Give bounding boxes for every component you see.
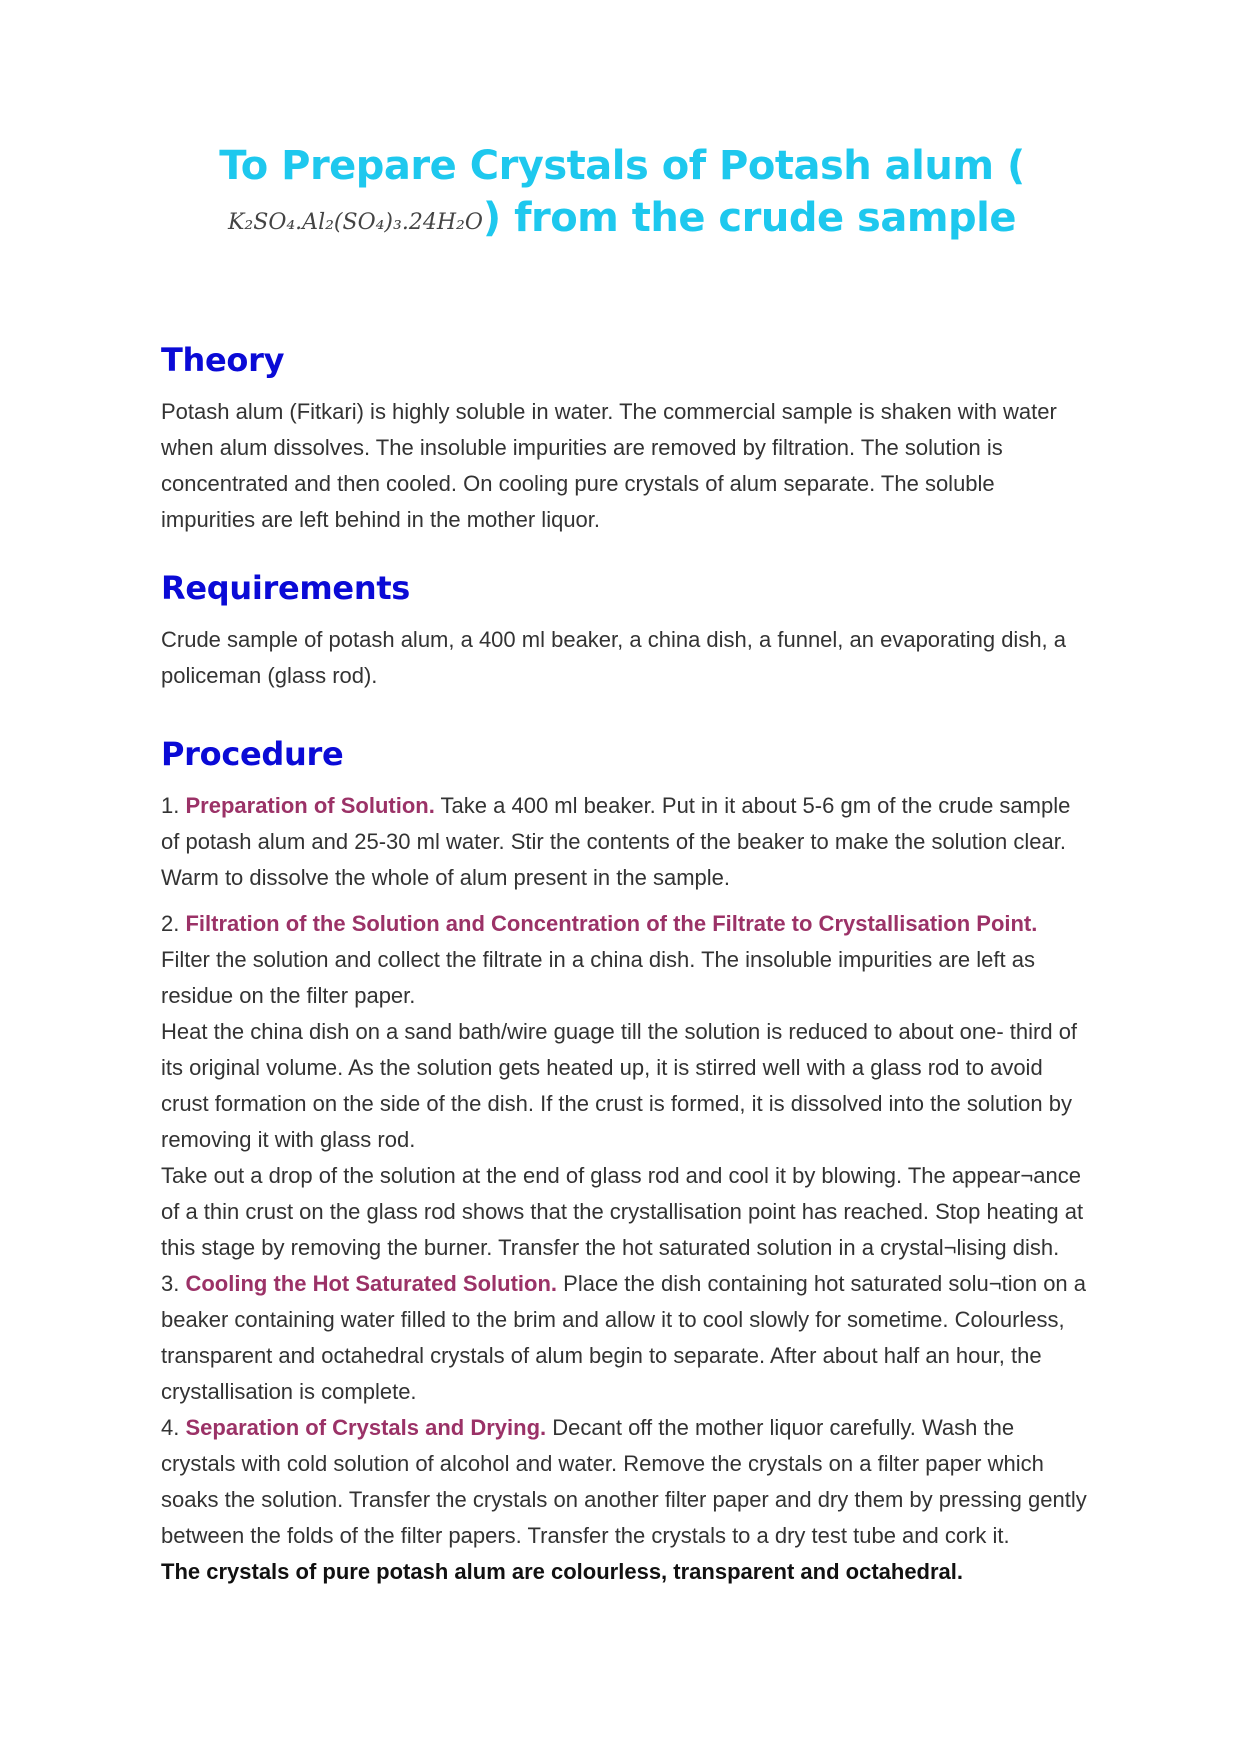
- step-text: Place the dish containing hot saturated solu¬tion on a beaker containing water filled to the brim and allow it to cool slowly for sometime. Colourless, transparent and octahedral crystals of alum begin to separate. After about half an hour, the crystallisation is complete.: [161, 1271, 1087, 1404]
- procedure-section: [161, 732, 1089, 1590]
- requirements-section: [161, 566, 1089, 694]
- theory-section: [161, 338, 1089, 538]
- procedure-step-2-crust-test: Take out a drop of the solution at the end of glass rod and cool it by blowing. The appear¬ance of a thin crust on the glass rod shows that the crystallisation point has reached. Stop heating at this stage by removing the burner. Transfer the hot saturated solution in a crystal¬lising dish.: [161, 1163, 1084, 1260]
- procedure-step-2-heating: Heat the china dish on a sand bath/wire guage till the solution is reduced to about one- third of its original volume. As the solution gets heated up, it is stirred well with a glass rod to avoid crust formation on the side of the dish. If the crust is formed, it is dissolved into the solution by removing it with glass rod.: [161, 1019, 1078, 1152]
- step-number: 1.: [161, 793, 180, 818]
- step-number: 2.: [161, 911, 180, 936]
- title-formula: K₂SO₄.Al₂(SO₄)₃.24H₂O: [228, 210, 483, 235]
- procedure-heading: Procedure: [161, 735, 344, 773]
- step-title: Preparation of Solution.: [185, 793, 435, 818]
- procedure-step-4: [161, 1410, 1089, 1554]
- step-title: Filtration of the Solution and Concentration of the Filtrate to Crystallisation Point.: [185, 911, 1038, 936]
- procedure-step-2: [161, 906, 1089, 1014]
- page-title: [160, 140, 1084, 249]
- procedure-step-1: [161, 788, 1089, 896]
- document-body: [161, 338, 1089, 1590]
- theory-heading: Theory: [161, 341, 285, 379]
- requirements-paragraph: Crude sample of potash alum, a 400 ml beaker, a china dish, a funnel, an evaporating dish, a policeman (glass rod).: [161, 627, 1067, 688]
- step-number: 4.: [161, 1415, 180, 1440]
- step-title: Separation of Crystals and Drying.: [185, 1415, 547, 1440]
- theory-paragraph: Potash alum (Fitkari) is highly soluble in water. The commercial sample is shaken with water when alum dissolves. The insoluble impurities are removed by filtration. The solution is concentrated and then cooled. On cooling pure crystals of alum separate. The soluble impurities are left behind in the mother liquor.: [161, 399, 1057, 532]
- title-line1: To Prepare Crystals of Potash alum (: [219, 143, 1025, 189]
- title-line2: ) from the crude sample: [482, 195, 1016, 241]
- step-text: Decant off the mother liquor carefully. Wash the crystals with cold solution of alcohol and water. Remove the crystals on a filter paper which soaks the solution. Transfer the crystals on another filter paper and dry them by pressing gently between the folds of the filter papers. Transfer the crystals to a dry test tube and cork it.: [161, 1415, 1087, 1548]
- procedure-step-3: [161, 1266, 1089, 1410]
- requirements-heading: Requirements: [161, 569, 411, 607]
- step-title: Cooling the Hot Saturated Solution.: [185, 1271, 558, 1296]
- step-number: 3.: [161, 1271, 180, 1296]
- procedure-conclusion: The crystals of pure potash alum are colourless, transparent and octahedral.: [161, 1559, 964, 1584]
- step-text: Filter the solution and collect the filtrate in a china dish. The insoluble impurities are left as residue on the filter paper.: [161, 947, 1035, 1008]
- step-text: Take a 400 ml beaker. Put in it about 5-6 gm of the crude sample of potash alum and 25-30 ml water. Stir the contents of the beaker to make the solution clear. Warm to dissolve the whole of alum present in the sample.: [161, 793, 1071, 890]
